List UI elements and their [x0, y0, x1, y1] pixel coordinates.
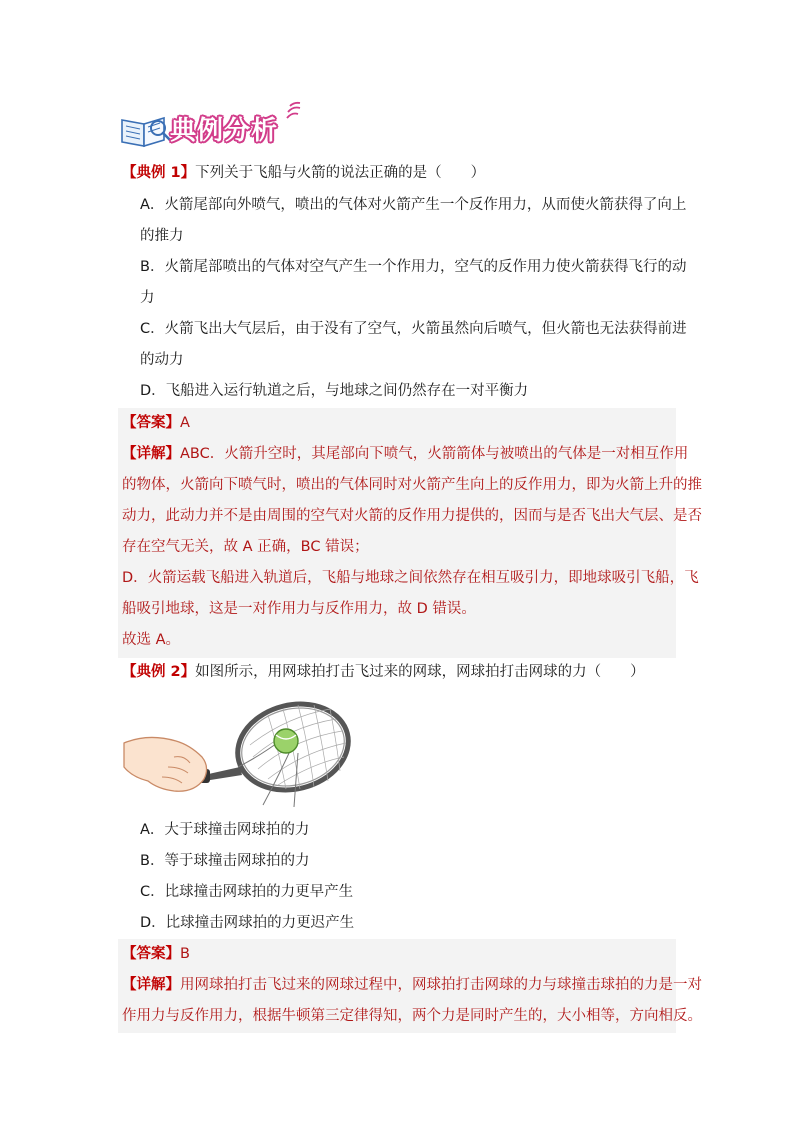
example2-detail-line-1: 【详解】用网球拍打击飞过来的网球过程中，网球拍打击网球的力与球撞击球拍的力是一对: [122, 977, 702, 993]
example1-detail-line-6: 船吸引地球，这是一对作用力与反作用力，故 D 错误。: [122, 601, 476, 617]
example2-answer: [122, 944, 190, 964]
example1-option-c-cont: 的动力: [140, 352, 184, 368]
section-banner: [118, 100, 308, 152]
example1-option-c: C．火箭飞出大气层后，由于没有了空气，火箭虽然向后喷气，但火箭也无法获得前进: [140, 321, 687, 337]
example2-answer-label: 【答案】: [122, 946, 180, 962]
example2-answer-value: B: [180, 946, 190, 962]
open-book-icon: [118, 106, 174, 150]
example1-answer-label: 【答案】: [122, 415, 180, 431]
example1-answer-value: A: [180, 415, 190, 431]
example1-detail-line-5: D．火箭运载飞船进入轨道后，飞船与地球之间依然存在相互吸引力，即地球吸引飞船，飞: [122, 570, 699, 586]
example1-option-b-cont: 力: [140, 290, 155, 306]
example1-question: [122, 163, 485, 183]
example1-label: 【典例 1】: [122, 165, 196, 181]
tennis-racket-illustration: [118, 697, 358, 809]
banner-title: 典例分析: [170, 116, 279, 146]
example1-detail-label: 【详解】: [122, 446, 180, 462]
example2-question-text: 如图所示，用网球拍打击飞过来的网球，网球拍打击网球的力（ ）: [195, 664, 645, 680]
example2-question: [122, 662, 645, 682]
example1-detail-line-4: 存在空气无关，故 A 正确，BC 错误；: [122, 539, 369, 555]
example1-option-a: A．火箭尾部向外喷气，喷出的气体对火箭产生一个反作用力，从而使火箭获得了向上: [140, 197, 687, 213]
example1-detail-line-2: 的物体，火箭向下喷气时，喷出的气体同时对火箭产生向上的反作用力，即为火箭上升的推: [122, 477, 702, 493]
example1-conclusion: 故选 A。: [122, 632, 181, 648]
sparkle-icon: [284, 100, 304, 122]
example2-option-b: B．等于球撞击网球拍的力: [140, 853, 310, 869]
example2-detail-line-2: 作用力与反作用力，根据牛顿第三定律得知，两个力是同时产生的，大小相等，方向相反。: [122, 1008, 702, 1024]
example1-question-text: 下列关于飞船与火箭的说法正确的是（ ）: [195, 165, 486, 181]
example1-detail-line-3: 动力，此动力并不是由周围的空气对火箭的反作用力提供的，因而与是否飞出大气层、是否: [122, 508, 702, 524]
example1-option-d: D．飞船进入运行轨道之后，与地球之间仍然存在一对平衡力: [140, 383, 529, 399]
example1-option-b: B．火箭尾部喷出的气体对空气产生一个作用力，空气的反作用力使火箭获得飞行的动: [140, 259, 687, 275]
example2-option-c: C．比球撞击网球拍的力更早产生: [140, 884, 354, 900]
example2-detail-label: 【详解】: [122, 977, 180, 993]
example2-label: 【典例 2】: [122, 664, 196, 680]
example2-option-a: A．大于球撞击网球拍的力: [140, 822, 310, 838]
example1-detail-line-1: 【详解】ABC．火箭升空时，其尾部向下喷气，火箭箭体与被喷出的气体是一对相互作用: [122, 446, 689, 462]
example2-option-d: D．比球撞击网球拍的力更迟产生: [140, 915, 355, 931]
example1-option-a-cont: 的推力: [140, 228, 184, 244]
example1-answer: [122, 413, 190, 433]
